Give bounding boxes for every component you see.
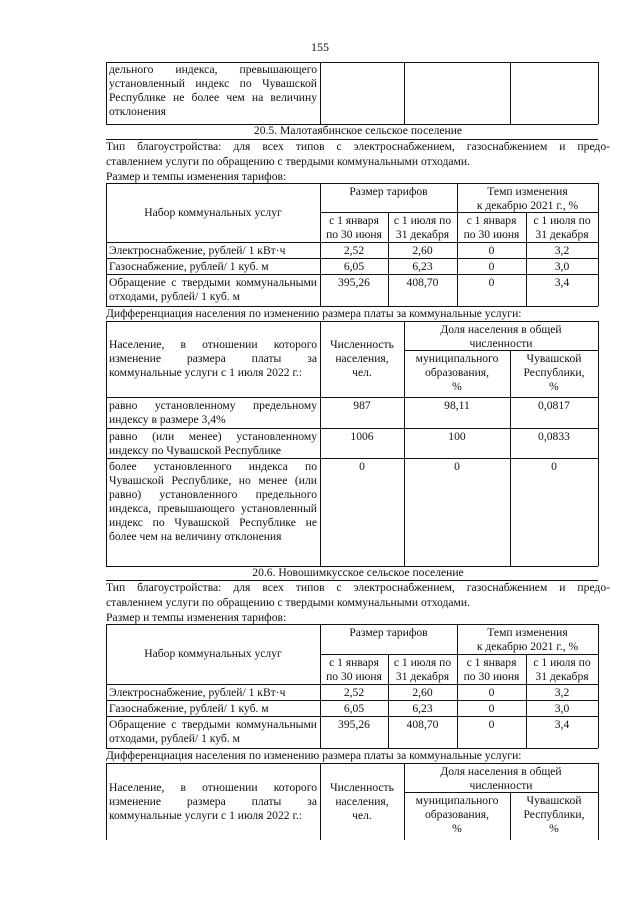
cell-value: 3,2	[554, 686, 570, 699]
th-republic-share: Чувашской Республики, %	[523, 794, 585, 835]
cell-value: 2,52	[343, 244, 365, 257]
section1-rates-caption: Размер и темпы изменения тарифов:	[106, 170, 287, 183]
th-population-count: Численность населения, чел.	[330, 781, 394, 822]
section1-diff-caption: Дифференциация населения по изменению размера платы за коммунальные услуги:	[106, 307, 522, 320]
cell-value: 0	[454, 460, 460, 473]
th-population: Население, в отношении которого изменение размера платы за коммунальные услуги с 1 июля 2022 г.:	[109, 781, 317, 822]
cell-value: 98,11	[444, 399, 470, 412]
cell-value: 1006	[350, 430, 374, 443]
th-tariff-size: Размер тарифов	[349, 626, 428, 639]
th-municipal-share: муниципального образования, %	[415, 794, 499, 835]
cell-value: 0	[488, 702, 495, 715]
cell-value: 6,05	[343, 260, 365, 273]
cell-value: 3,4	[554, 276, 570, 289]
th-rate-change: Темп изменения к декабрю 2021 г., %	[476, 626, 579, 653]
row-label: более установленного индекса по Чувашской Республике, но менее (или равно) установленного предельного индекса, превышающего установленный индекс по Чувашской Республике не более чем на величину отклонения	[109, 460, 317, 543]
th-sub: с 1 января по 30 июня	[463, 214, 520, 241]
cell-value: 0	[488, 686, 495, 699]
cell-value: 3,0	[554, 702, 570, 715]
cell-value: 6,23	[412, 260, 433, 273]
row-label: Электроснабжение, рублей/ 1 кВт·ч	[109, 686, 286, 699]
cell-value: 2,60	[412, 686, 433, 699]
th-sub: с 1 января по 30 июня	[463, 656, 520, 683]
row-label: Обращение с твердыми коммунальными отходами, рублей/ 1 куб. м	[109, 718, 317, 745]
th-population-share: Доля населения в общей численности	[440, 323, 562, 350]
cell-value: 408,70	[406, 276, 439, 289]
cell-value: 2,52	[343, 686, 365, 699]
cell-value: 6,23	[412, 702, 433, 715]
cell-value: 0	[488, 260, 495, 273]
row-label: Газоснабжение, рублей/ 1 куб. м	[109, 702, 269, 715]
cell-value: 0,0817	[538, 399, 570, 412]
section1-title: 20.5. Малотаябинское сельское поселение	[253, 124, 463, 137]
cell-value: 0,0833	[538, 430, 570, 443]
th-tariff-size: Размер тарифов	[349, 185, 428, 198]
th-rate-change: Темп изменения к декабрю 2021 г., %	[476, 185, 579, 212]
row-label: Газоснабжение, рублей/ 1 куб. м	[109, 260, 269, 273]
section1-type-line2: ставлением услуги по обращению с твердыми коммунальными отходами.	[106, 155, 471, 168]
page-number: 155	[311, 40, 329, 54]
th-sub: с 1 января по 30 июня	[326, 656, 382, 683]
cell-value: 3,0	[554, 260, 570, 273]
cell-value: 0	[488, 718, 495, 731]
row-label: Электроснабжение, рублей/ 1 кВт·ч	[109, 244, 286, 257]
cell-value: 100	[448, 430, 466, 443]
th-services: Набор коммунальных услуг	[144, 647, 282, 660]
cell-value: 408,70	[406, 718, 439, 731]
th-population-count: Численность населения, чел.	[330, 338, 394, 379]
cell-value: 0	[488, 244, 495, 257]
top-fragment-text: дельного индекса, превышающего установленный индекс по Чувашской Республике не более чем на величину отклонения	[109, 63, 317, 118]
cell-value: 0	[488, 276, 495, 289]
th-republic-share: Чувашской Республики, %	[523, 352, 585, 393]
section1-type-line1: Тип благоустройства: для всех типов с электроснабжением, газоснабжением и предо-	[106, 140, 610, 153]
cell-value: 0	[551, 460, 557, 473]
section2-type-line1: Тип благоустройства: для всех типов с электроснабжением, газоснабжением и предо-	[106, 581, 610, 594]
cell-value: 3,2	[554, 244, 570, 257]
cell-value: 987	[353, 399, 371, 412]
section2-diff-caption: Дифференциация населения по изменению размера платы за коммунальные услуги:	[106, 749, 522, 762]
row-label: равно (или менее) установленному индексу по Чувашской Республике	[109, 430, 317, 457]
section2-type-line2: ставлением услуги по обращению с твердыми коммунальными отходами.	[106, 596, 471, 609]
th-sub: с 1 июля по 31 декабря	[533, 214, 591, 241]
cell-value: 0	[359, 460, 365, 473]
th-services: Набор коммунальных услуг	[144, 206, 282, 219]
cell-value: 6,05	[343, 702, 365, 715]
th-sub: с 1 июля по 31 декабря	[533, 656, 591, 683]
th-population-share: Доля населения в общей численности	[440, 765, 562, 792]
row-label: Обращение с твердыми коммунальными отходами, рублей/ 1 куб. м	[109, 276, 317, 303]
th-municipal-share: муниципального образования, %	[415, 352, 499, 393]
section2-title: 20.6. Новошимкусское сельское поселение	[252, 566, 464, 579]
th-sub: с 1 июля по 31 декабря	[393, 656, 452, 683]
section2-rates-caption: Размер и темпы изменения тарифов:	[106, 611, 287, 624]
cell-value: 395,26	[338, 718, 370, 731]
th-population: Население, в отношении которого изменение размера платы за коммунальные услуги с 1 июля 2022 г.:	[109, 338, 317, 379]
cell-value: 3,4	[554, 718, 570, 731]
cell-value: 2,60	[412, 244, 433, 257]
th-sub: с 1 января по 30 июня	[326, 214, 382, 241]
cell-value: 395,26	[338, 276, 370, 289]
th-sub: с 1 июля по 31 декабря	[393, 214, 452, 241]
row-label: равно установленному предельному индексу в размере 3,4%	[109, 399, 317, 426]
